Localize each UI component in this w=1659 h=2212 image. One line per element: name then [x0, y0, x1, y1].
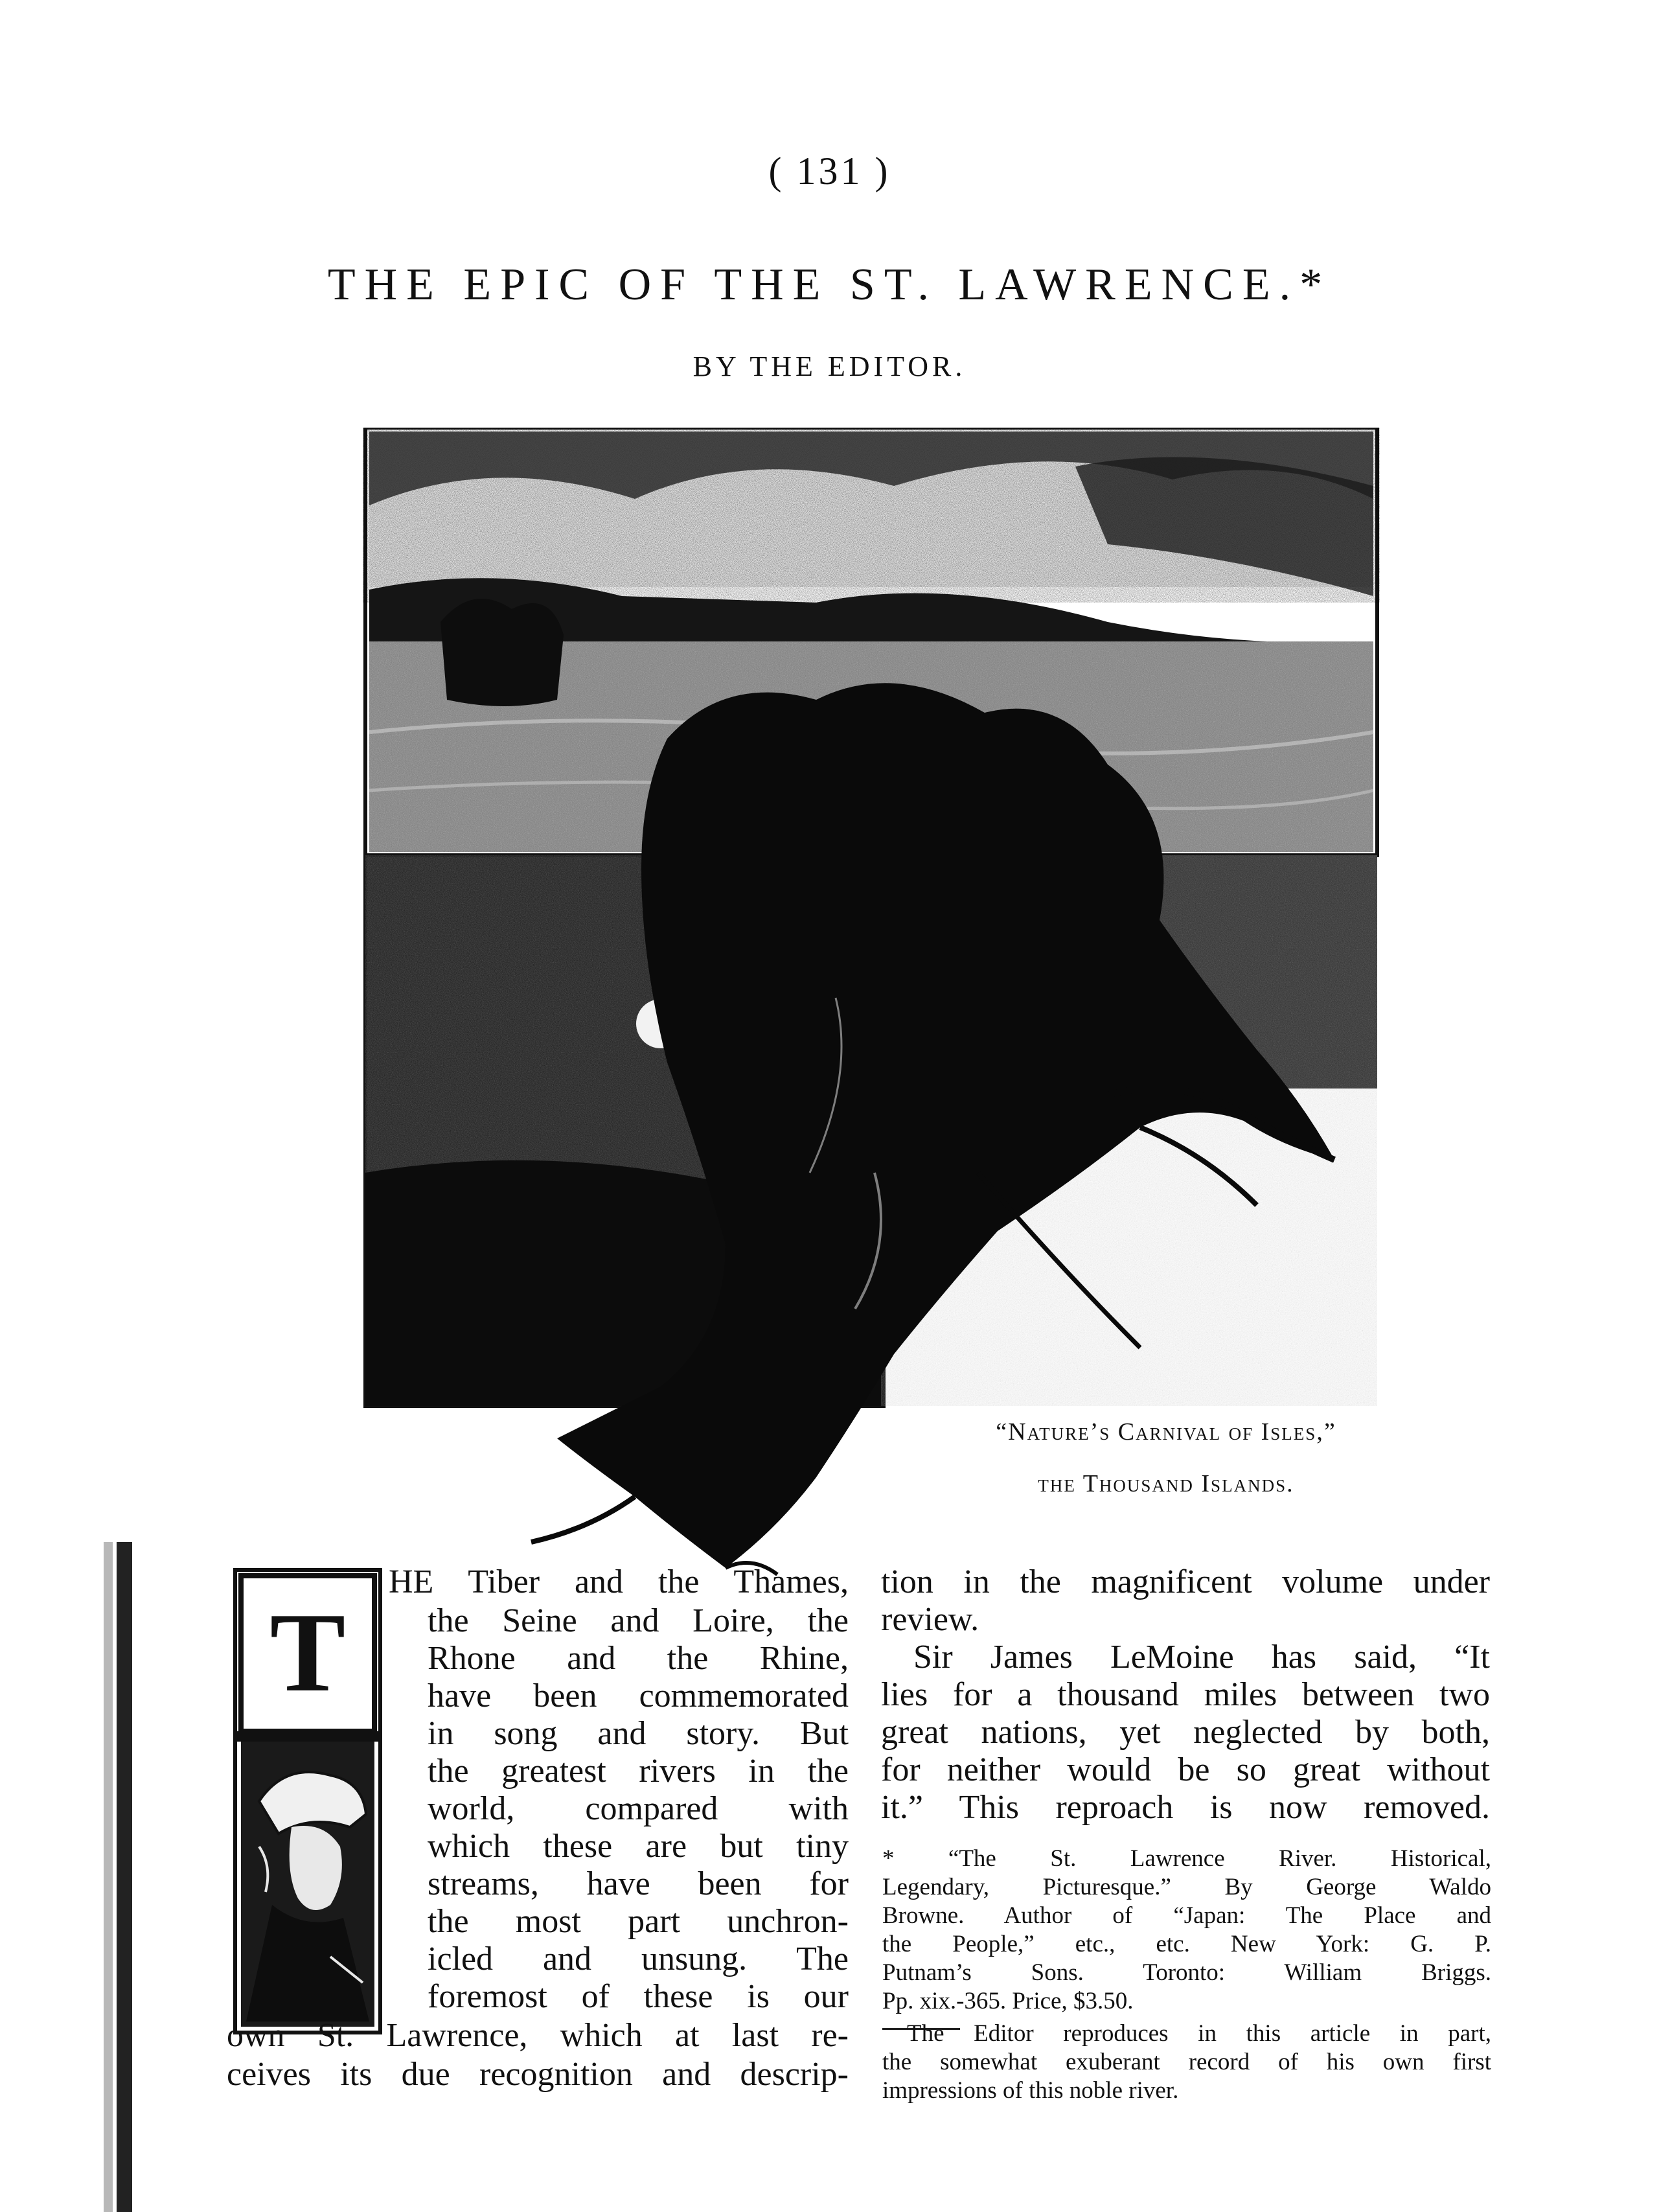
body-line: it.” This reproach is now removed. — [881, 1789, 1490, 1826]
footnote-line: The Editor reproduces in this article in part, — [907, 2020, 1491, 2047]
body-line: the greatest rivers in the — [428, 1753, 849, 1790]
footnote-line: Putnam’s Sons. Toronto: William Briggs. — [882, 1959, 1491, 1986]
footnote-line: Legendary, Picturesque.” By George Waldo — [882, 1874, 1491, 1900]
article-title: THE EPIC OF THE ST. LAWRENCE.* — [327, 260, 1332, 310]
body-line: review. — [881, 1601, 979, 1638]
body-line: the Seine and Loire, the — [428, 1602, 849, 1639]
body-line: world, compared with — [428, 1790, 849, 1827]
body-line: great nations, yet neglected by both, — [881, 1714, 1490, 1751]
drop-cap — [233, 1568, 382, 2034]
footnote-line: the People,” etc., etc. New York: G. P. — [882, 1931, 1491, 1957]
body-line: for neither would be so great without — [881, 1751, 1490, 1788]
body-line: lies for a thousand miles between two — [881, 1676, 1490, 1713]
body-line: foremost of these is our — [428, 1978, 849, 2015]
drop-cap-letter: T — [269, 1589, 346, 1715]
page-number: ( 131 ) — [768, 150, 891, 192]
footnote-line: the somewhat exuberant record of his own first — [882, 2049, 1491, 2075]
body-line: the most part unchron- — [428, 1903, 849, 1940]
body-line: Sir James LeMoine has said, “It — [913, 1639, 1490, 1676]
caption-line-1: “Nature’s Carnival of Isles,” — [996, 1418, 1336, 1446]
body-line: streams, have been for — [428, 1865, 849, 1902]
body-line: own St. Lawrence, which at last re- — [227, 2017, 849, 2054]
body-line: which these are but tiny — [428, 1828, 849, 1865]
footnote-line: * “The St. Lawrence River. Historical, — [882, 1845, 1491, 1872]
body-line: ceives its due recognition and descrip- — [227, 2056, 849, 2093]
byline: BY THE EDITOR. — [692, 351, 967, 382]
footnote-line: impressions of this noble river. — [882, 2077, 1179, 2104]
body-line: in song and story. But — [428, 1715, 849, 1752]
body-line: HE Tiber and the Thames, — [389, 1563, 849, 1600]
illustration-caption — [881, 1406, 1451, 1510]
caption-line-2: the Thousand Islands. — [1038, 1470, 1294, 1497]
body-line: Rhone and the Rhine, — [428, 1640, 849, 1677]
footnote-line: Pp. xix.-365. Price, $3.50. — [882, 1988, 1134, 2014]
binding-edge — [78, 1542, 136, 2212]
body-line: tion in the magnificent volume under — [881, 1563, 1490, 1600]
body-line: have been commemorated — [428, 1677, 849, 1714]
footnote-line: Browne. Author of “Japan: The Place and — [882, 1902, 1491, 1929]
body-line: icled and unsung. The — [428, 1941, 849, 1977]
